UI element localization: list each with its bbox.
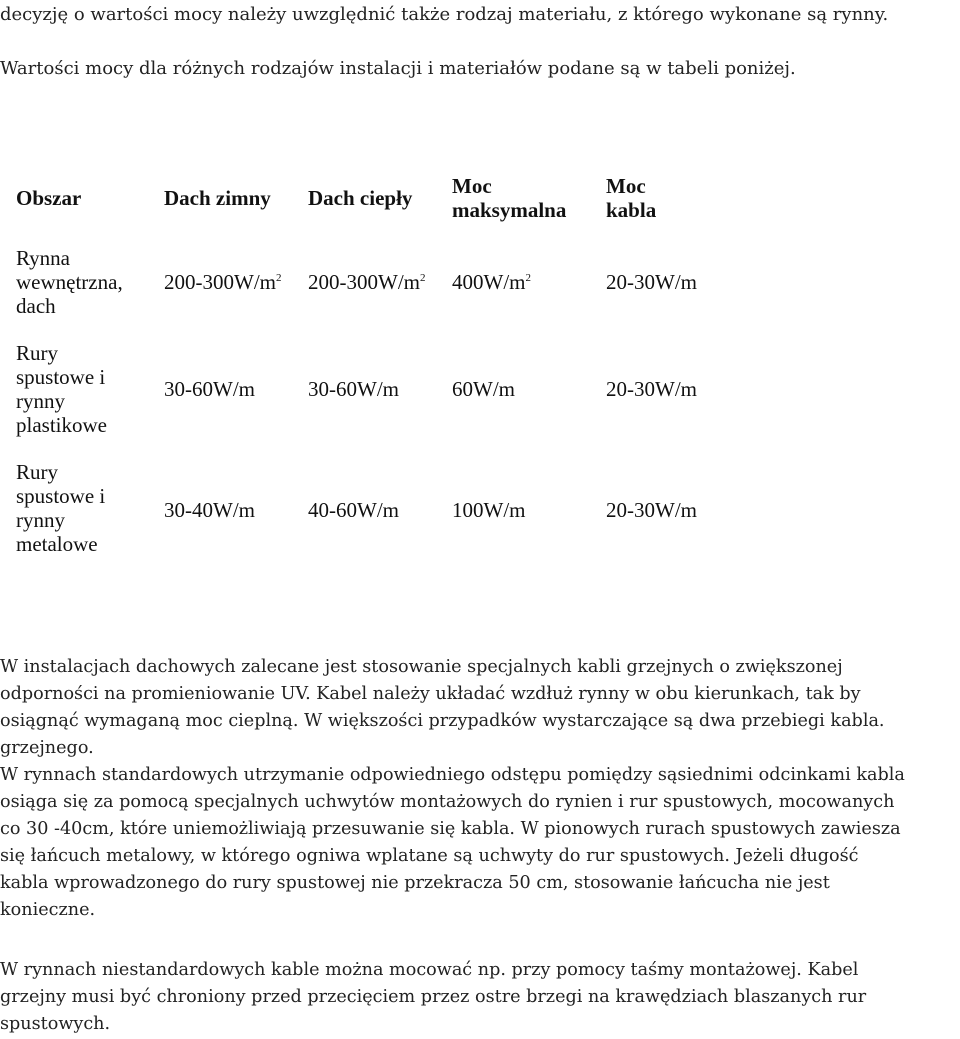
row2-dach-zimny: 30-60W/m [164, 377, 255, 401]
paragraph-1-line: W rynnach standardowych utrzymanie odpowiedniego odstępu pomiędzy sąsiednimi odcinkami kabla [0, 765, 905, 785]
header-dach-cieply: Dach ciepły [308, 186, 413, 210]
row2-label-line4: plastikowe [16, 413, 107, 437]
paragraph-1 [0, 654, 960, 924]
row3-label-line2: spustowe i [16, 484, 106, 508]
row2-label-line2: spustowe i [16, 365, 106, 389]
row1-dach-cieply: $200-300W/m^2$ [308, 270, 426, 294]
row1-moc-kabla: 20-30W/m [606, 270, 697, 294]
header-moc-kabla-line1: Moc [606, 174, 646, 198]
row2-dach-cieply: 30-60W/m [308, 377, 399, 401]
row2-moc-max: 60W/m [452, 377, 515, 401]
row1-label-line3: dach [16, 294, 56, 318]
row1-label-line1: Rynna [16, 246, 70, 270]
paragraph-2-line: W rynnach niestandardowych kable można mocować np. przy pomocy taśmy montażowej. Kabel [0, 960, 859, 980]
row1-label-line2: wewnętrzna, [16, 270, 123, 294]
row3-moc-kabla: 20-30W/m [606, 498, 697, 522]
paragraph-2-line: grzejny musi być chroniony przed przecięciem przez ostre brzegi na krawędziach blaszanych rur [0, 987, 867, 1007]
row3-dach-zimny: 30-40W/m [164, 498, 255, 522]
row3-label-line1: Rury [16, 460, 58, 484]
paragraph-1-line: konieczne. [0, 900, 96, 920]
row3-moc-max: 100W/m [452, 498, 526, 522]
paragraph-1-line: osiąga się za pomocą specjalnych uchwytów montażowych do rynien i rur spustowych, mocowanych [0, 792, 895, 812]
header-dach-zimny: Dach zimny [164, 186, 271, 210]
paragraph-2 [0, 957, 960, 1038]
paragraph-1-line: grzejnego. [0, 738, 94, 758]
row2-label-line3: rynny [16, 389, 65, 413]
paragraph-1-line: odporności na promieniowanie UV. Kabel należy układać wzdłuż rynny w obu kierunkach, tak by [0, 684, 861, 704]
row2-label-line1: Rury [16, 341, 58, 365]
row3-label-line3: rynny [16, 508, 65, 532]
paragraph-1-line: się łańcuch metalowy, w którego ogniwa wplatane są uchwyty do rur spustowych. Jeżeli długość [0, 846, 859, 866]
paragraph-1-line: W instalacjach dachowych zalecane jest stosowanie specjalnych kabli grzejnych o zwiększonej [0, 657, 843, 677]
row2-moc-kabla: 20-30W/m [606, 377, 697, 401]
intro-line-1: decyzję o wartości mocy należy uwzględnić także rodzaj materiału, z którego wykonane są rynny. [0, 4, 889, 25]
header-moc-kabla-line2: kabla [606, 198, 657, 222]
paragraph-2-line: spustowych. [0, 1014, 111, 1034]
row3-dach-cieply: 40-60W/m [308, 498, 399, 522]
row1-moc-max: $400W/m^2$ [452, 270, 531, 294]
paragraph-1-line: kabla wprowadzonego do rury spustowej nie przekracza 50 cm, stosowanie łańcucha nie jest [0, 873, 830, 893]
header-obszar: Obszar [16, 186, 82, 210]
row3-label-line4: metalowe [16, 532, 98, 556]
header-moc-max-line2: maksymalna [452, 198, 567, 222]
paragraph-1-line: co 30 -40cm, które uniemożliwiają przesuwanie się kabla. W pionowych rurach spustowych zawiesza [0, 819, 901, 839]
intro-line-2: Wartości mocy dla różnych rodzajów instalacji i materiałów podane są w tabeli poniżej. [0, 58, 796, 79]
header-moc-max-line1: Moc [452, 174, 492, 198]
paragraph-1-line: osiągnąć wymaganą moc cieplną. W większości przypadków wystarczające są dwa przebiegi kabla. [0, 711, 885, 731]
row1-dach-zimny: $200-300W/m^2$ [164, 270, 282, 294]
